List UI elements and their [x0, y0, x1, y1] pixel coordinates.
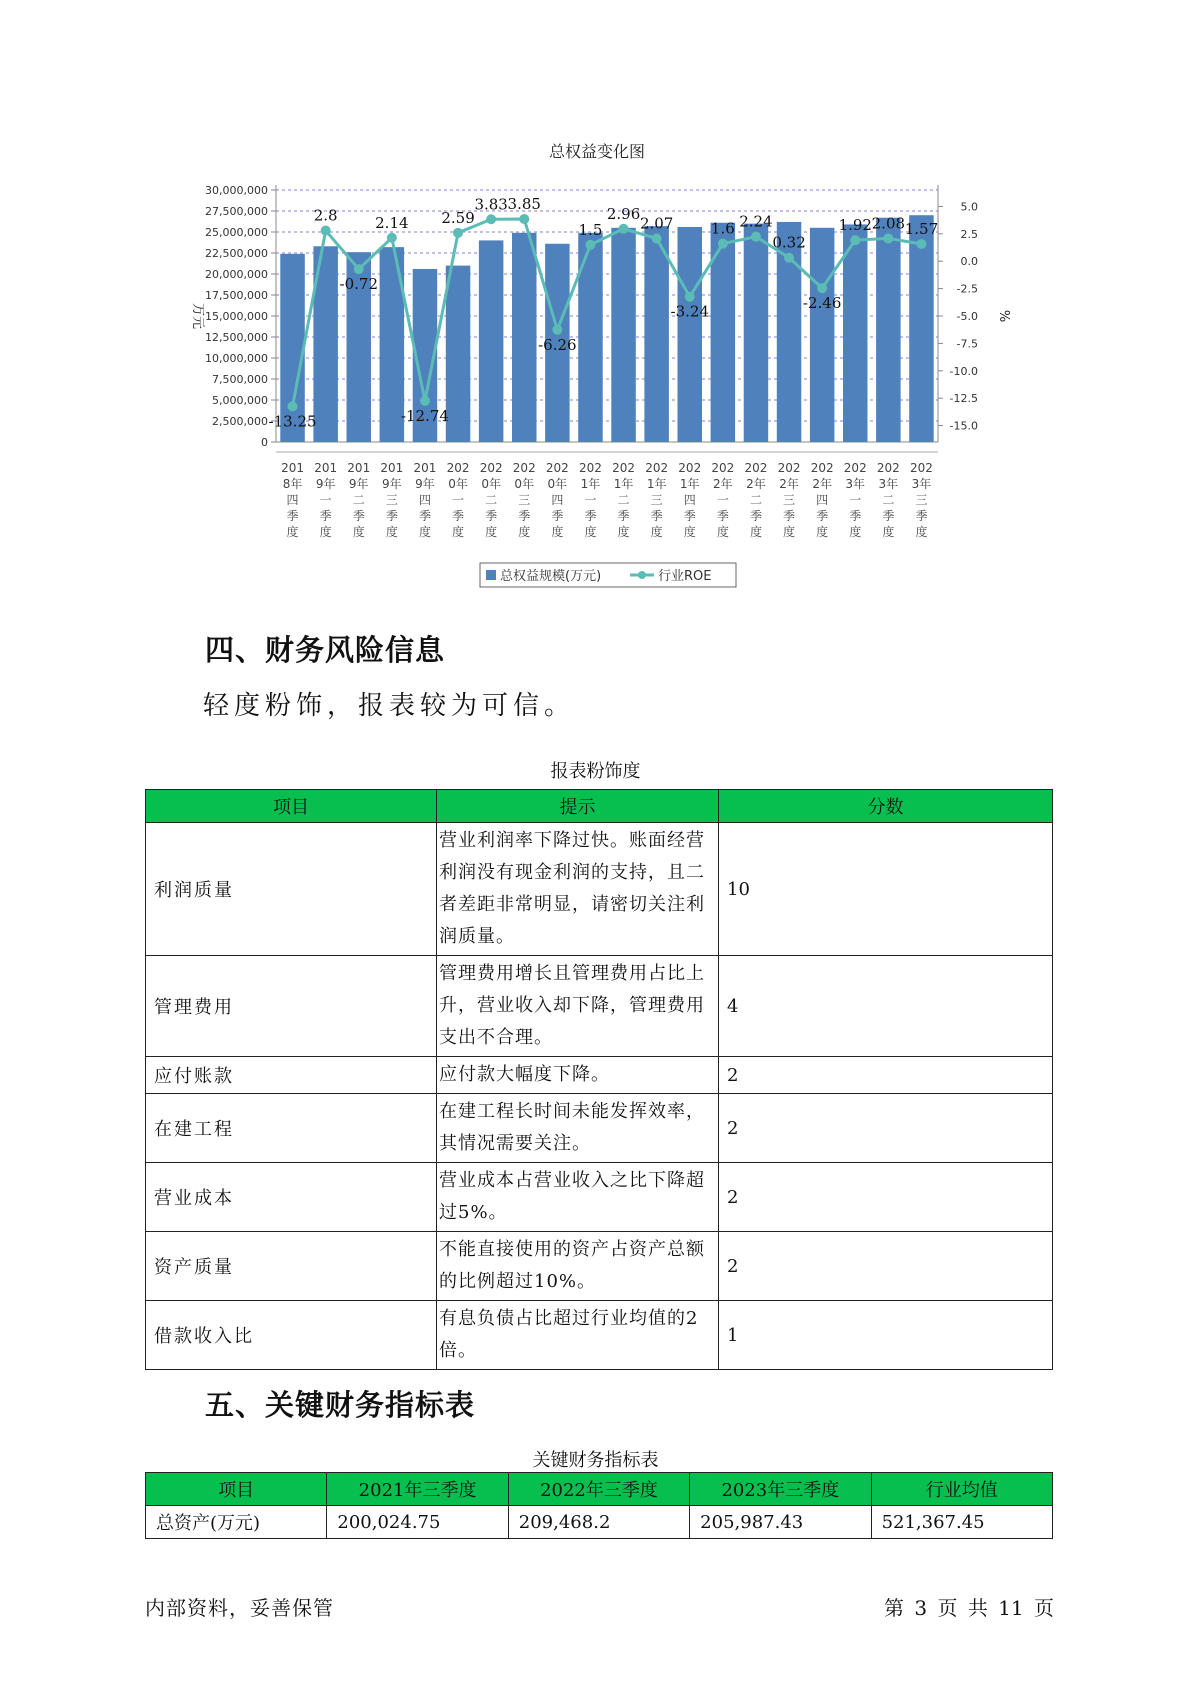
metrics-table-caption: 关键财务指标表	[532, 1450, 659, 1471]
roe-data-label: -2.46	[802, 294, 842, 313]
risk-score: 4	[719, 956, 1053, 1057]
roe-point	[916, 239, 926, 249]
x-tick-label: 季	[683, 509, 696, 523]
footer-page-number: 第 3 页 共 11 页	[884, 1596, 1054, 1620]
roe-data-label: -6.26	[538, 335, 577, 354]
metrics-table	[145, 1472, 1053, 1539]
x-tick-label: 9年	[415, 477, 435, 491]
roe-point	[354, 264, 364, 274]
roe-point	[817, 283, 827, 293]
roe-data-label: 2.08	[871, 214, 906, 233]
equity-chart-svg	[150, 135, 1050, 595]
y2-tick-label: -10.0	[949, 364, 978, 378]
metrics-table-header-row	[146, 1473, 1053, 1506]
y2-tick-label: 2.5	[960, 227, 978, 241]
x-tick-label: 度	[352, 525, 365, 539]
bar	[611, 228, 635, 442]
metrics-cell: 521,367.45	[871, 1506, 1052, 1539]
x-tick-label: 2年	[812, 477, 832, 491]
bar	[810, 228, 834, 442]
bar	[446, 266, 470, 442]
x-tick-label: 一	[452, 493, 465, 507]
x-tick-label: 季	[617, 509, 630, 523]
risk-item: 资产质量	[146, 1232, 437, 1301]
table-row	[146, 1163, 1053, 1232]
x-tick-label: 度	[385, 525, 398, 539]
roe-point	[652, 234, 662, 244]
y-tick-label: 20,000,000	[205, 268, 268, 281]
x-tick-label: 9年	[348, 477, 369, 491]
x-tick-label: 202	[479, 461, 503, 475]
roe-point	[850, 235, 860, 245]
x-tick-label: 四	[816, 493, 829, 507]
metrics-table-header: 2022年三季度	[508, 1473, 689, 1506]
roe-data-label: -3.24	[670, 302, 709, 321]
y2-tick-label: -2.5	[956, 282, 978, 296]
x-tick-label: 度	[551, 525, 564, 539]
x-tick-label: 季	[319, 509, 332, 523]
x-tick-label: 季	[716, 509, 729, 523]
x-tick-label: 季	[650, 509, 663, 523]
x-tick-label: 202	[545, 461, 569, 475]
x-tick-label: 202	[512, 461, 536, 475]
risk-hint: 营业成本占营业收入之比下降超过5%。	[437, 1163, 719, 1232]
risk-table-header: 提示	[437, 790, 719, 823]
x-tick-label: 季	[352, 509, 365, 523]
legend-bar-swatch	[486, 570, 496, 580]
table-row	[146, 956, 1053, 1057]
equity-chart	[150, 135, 1050, 595]
x-tick-label: 2年	[713, 477, 733, 491]
x-tick-label: 度	[716, 525, 729, 539]
roe-point	[883, 233, 893, 243]
roe-data-label: 2.24	[739, 212, 773, 231]
x-tick-label: 季	[485, 509, 498, 523]
y-tick-label: 12,500,000	[205, 331, 268, 344]
y-tick-label: 2,500,000	[212, 415, 268, 428]
risk-score: 2	[719, 1094, 1053, 1163]
roe-data-label: 2.07	[639, 214, 674, 233]
x-tick-label: 202	[909, 461, 933, 475]
x-tick-label: 202	[711, 461, 735, 475]
x-tick-label: 一	[584, 493, 597, 507]
x-tick-label: 3年	[878, 477, 899, 491]
x-tick-label: 202	[843, 461, 867, 475]
risk-item: 应付账款	[146, 1057, 437, 1094]
y2-axis-label: %	[996, 309, 1011, 323]
bar	[512, 233, 536, 442]
x-tick-label: 202	[446, 461, 470, 475]
roe-point	[420, 396, 430, 406]
legend-line-label: 行业ROE	[658, 569, 712, 584]
risk-table-header-row	[146, 790, 1053, 823]
bar	[644, 226, 668, 442]
x-tick-label: 1年	[580, 477, 601, 491]
bar	[843, 224, 867, 442]
x-tick-label: 季	[385, 509, 398, 523]
y2-tick-label: -12.5	[949, 392, 978, 406]
x-tick-label: 201	[347, 461, 371, 475]
x-tick-label: 201	[413, 461, 437, 475]
x-tick-label: 度	[584, 525, 597, 539]
x-tick-label: 202	[777, 461, 801, 475]
x-tick-label: 三	[650, 493, 663, 507]
bar	[744, 224, 768, 442]
x-tick-label: 201	[281, 461, 305, 475]
x-tick-label: 季	[551, 509, 564, 523]
metrics-cell: 209,468.2	[508, 1506, 689, 1539]
x-tick-label: 季	[452, 509, 465, 523]
metrics-table-header: 行业均值	[871, 1473, 1052, 1506]
x-tick-label: 202	[645, 461, 669, 475]
x-tick-label: 201	[380, 461, 404, 475]
x-tick-label: 季	[915, 509, 928, 523]
roe-point	[486, 214, 496, 224]
risk-score: 2	[719, 1163, 1053, 1232]
x-tick-label: 三	[385, 493, 398, 507]
x-tick-label: 度	[452, 525, 465, 539]
roe-point	[321, 226, 331, 236]
y2-tick-label: -7.5	[956, 337, 978, 351]
roe-data-label: 0.32	[772, 233, 806, 252]
x-tick-label: 201	[314, 461, 338, 475]
risk-score: 1	[719, 1301, 1053, 1370]
risk-hint: 应付款大幅度下降。	[437, 1057, 719, 1094]
x-tick-label: 度	[518, 525, 531, 539]
x-tick-label: 1年	[679, 477, 700, 491]
x-tick-label: 202	[810, 461, 834, 475]
table-row	[146, 1094, 1053, 1163]
y-tick-label: 7,500,000	[212, 373, 268, 386]
roe-data-label: 2.59	[441, 208, 475, 227]
section-heading-financial-risk: 四、财务风险信息	[205, 633, 446, 667]
y-tick-label: 0	[261, 436, 268, 449]
x-tick-label: 季	[584, 509, 597, 523]
y-tick-label: 17,500,000	[205, 289, 268, 302]
x-tick-label: 三	[783, 493, 796, 507]
table-row	[146, 1506, 1053, 1539]
x-tick-label: 0年	[547, 477, 568, 491]
x-tick-label: 一	[849, 493, 862, 507]
y-tick-label: 27,500,000	[205, 205, 268, 218]
section-heading-key-metrics: 五、关键财务指标表	[205, 1388, 476, 1422]
x-tick-label: 季	[849, 509, 862, 523]
y2-tick-label: 5.0	[960, 200, 978, 214]
x-tick-label: 度	[915, 525, 928, 539]
risk-item: 借款收入比	[146, 1301, 437, 1370]
table-row	[146, 1301, 1053, 1370]
x-tick-label: 1年	[613, 477, 634, 491]
roe-data-label: 1.57	[904, 220, 939, 239]
x-tick-label: 3年	[845, 477, 866, 491]
x-tick-label: 8年	[282, 477, 303, 491]
x-tick-label: 季	[783, 509, 796, 523]
roe-point	[718, 239, 728, 249]
y-tick-label: 30,000,000	[205, 184, 268, 197]
x-tick-label: 2年	[746, 477, 766, 491]
x-tick-label: 四	[683, 493, 696, 507]
chart-title: 总权益变化图	[548, 142, 646, 161]
x-tick-label: 202	[612, 461, 636, 475]
x-tick-label: 季	[286, 509, 299, 523]
x-tick-label: 度	[286, 525, 299, 539]
risk-table	[145, 789, 1053, 1370]
roe-data-label: 3.83	[474, 195, 508, 214]
x-tick-label: 202	[678, 461, 702, 475]
x-tick-label: 度	[418, 525, 431, 539]
risk-item: 利润质量	[146, 823, 437, 956]
roe-data-label: 1.6	[710, 219, 735, 238]
risk-table-caption: 报表粉饰度	[550, 761, 641, 782]
risk-score: 10	[719, 823, 1053, 956]
x-tick-label: 0年	[481, 477, 501, 491]
metrics-table-header: 项目	[146, 1473, 327, 1506]
roe-point	[751, 232, 761, 242]
roe-data-label: 2.14	[375, 213, 409, 232]
roe-point	[619, 224, 629, 234]
x-tick-label: 二	[617, 493, 630, 507]
roe-data-label: -12.74	[400, 406, 449, 425]
y-tick-label: 25,000,000	[205, 226, 268, 239]
x-tick-label: 1年	[646, 477, 667, 491]
roe-data-label: 2.8	[313, 206, 338, 225]
x-tick-label: 度	[650, 525, 663, 539]
risk-summary-text: 轻度粉饰，报表较为可信。	[203, 691, 576, 721]
x-tick-label: 三	[518, 493, 531, 507]
risk-hint: 有息负债占比超过行业均值的2倍。	[437, 1301, 719, 1370]
y2-tick-label: 0.0	[960, 255, 978, 269]
x-tick-label: 二	[882, 493, 895, 507]
x-tick-label: 202	[876, 461, 900, 475]
roe-data-label: -13.25	[268, 412, 317, 431]
x-tick-label: 0年	[448, 477, 468, 491]
roe-data-label: 2.96	[606, 204, 641, 223]
legend-bar-label: 总权益规模(万元)	[500, 569, 602, 584]
x-tick-label: 度	[783, 525, 796, 539]
roe-data-label: 1.5	[578, 220, 603, 239]
table-row	[146, 1232, 1053, 1301]
x-tick-label: 四	[286, 493, 299, 507]
risk-score: 2	[719, 1232, 1053, 1301]
risk-hint: 不能直接使用的资产占资产总额的比例超过10%。	[437, 1232, 719, 1301]
risk-item: 管理费用	[146, 956, 437, 1057]
roe-data-label: -0.72	[339, 275, 378, 294]
y-tick-label: 22,500,000	[205, 247, 268, 260]
y2-tick-label: -15.0	[949, 419, 978, 433]
x-tick-label: 202	[744, 461, 768, 475]
x-tick-label: 度	[683, 525, 696, 539]
x-tick-label: 3年	[911, 477, 932, 491]
legend-line-marker	[638, 571, 646, 579]
x-tick-label: 季	[749, 509, 762, 523]
roe-point	[685, 292, 695, 302]
x-tick-label: 度	[882, 525, 895, 539]
x-tick-label: 度	[849, 525, 862, 539]
risk-hint: 在建工程长时间未能发挥效率，其情况需要关注。	[437, 1094, 719, 1163]
x-tick-label: 四	[418, 493, 431, 507]
x-tick-label: 度	[617, 525, 630, 539]
x-tick-label: 季	[518, 509, 531, 523]
x-tick-label: 度	[319, 525, 332, 539]
risk-item: 在建工程	[146, 1094, 437, 1163]
y-axis-label: 万元	[190, 302, 205, 330]
y-tick-label: 10,000,000	[205, 352, 268, 365]
roe-point	[288, 401, 298, 411]
x-tick-label: 季	[882, 509, 895, 523]
y-tick-label: 15,000,000	[205, 310, 268, 323]
risk-table-header: 分数	[719, 790, 1053, 823]
roe-point	[784, 253, 794, 263]
y-tick-label: 5,000,000	[212, 394, 268, 407]
roe-data-label: 1.92	[838, 216, 872, 235]
risk-hint: 管理费用增长且管理费用占比上升，营业收入却下降，管理费用支出不合理。	[437, 956, 719, 1057]
y2-tick-label: -5.0	[956, 310, 978, 323]
roe-point	[387, 233, 397, 243]
metrics-cell: 205,987.43	[690, 1506, 871, 1539]
metrics-cell: 200,024.75	[327, 1506, 508, 1539]
table-row	[146, 823, 1053, 956]
x-tick-label: 季	[816, 509, 829, 523]
x-tick-label: 度	[749, 525, 762, 539]
x-tick-label: 二	[352, 493, 365, 507]
x-tick-label: 一	[319, 493, 332, 507]
x-tick-label: 四	[551, 493, 564, 507]
roe-data-label: 3.85	[507, 195, 541, 214]
table-row	[146, 1057, 1053, 1094]
x-tick-label: 202	[578, 461, 602, 475]
bar	[876, 218, 900, 442]
risk-item: 营业成本	[146, 1163, 437, 1232]
x-tick-label: 季	[418, 509, 431, 523]
footer-confidential-note: 内部资料，妥善保管	[145, 1596, 334, 1620]
bar	[678, 227, 702, 442]
x-tick-label: 度	[816, 525, 829, 539]
x-tick-label: 9年	[382, 477, 402, 491]
bar	[479, 240, 503, 442]
roe-point	[519, 214, 529, 224]
x-tick-label: 9年	[315, 477, 336, 491]
metrics-cell: 总资产(万元)	[146, 1506, 327, 1539]
roe-point	[552, 325, 562, 335]
metrics-table-header: 2021年三季度	[327, 1473, 508, 1506]
x-tick-label: 一	[716, 493, 729, 507]
roe-point	[585, 240, 595, 250]
roe-point	[453, 228, 463, 238]
metrics-table-header: 2023年三季度	[690, 1473, 871, 1506]
risk-score: 2	[719, 1057, 1053, 1094]
x-tick-label: 三	[915, 493, 928, 507]
x-tick-label: 0年	[514, 477, 535, 491]
bar	[909, 215, 933, 442]
risk-table-header: 项目	[146, 790, 437, 823]
x-tick-label: 二	[485, 493, 498, 507]
risk-hint: 营业利润率下降过快。账面经营利润没有现金利润的支持，且二者差距非常明显，请密切关注利润质量。	[437, 823, 719, 956]
x-tick-label: 2年	[779, 477, 799, 491]
x-tick-label: 度	[485, 525, 498, 539]
x-tick-label: 二	[749, 493, 762, 507]
